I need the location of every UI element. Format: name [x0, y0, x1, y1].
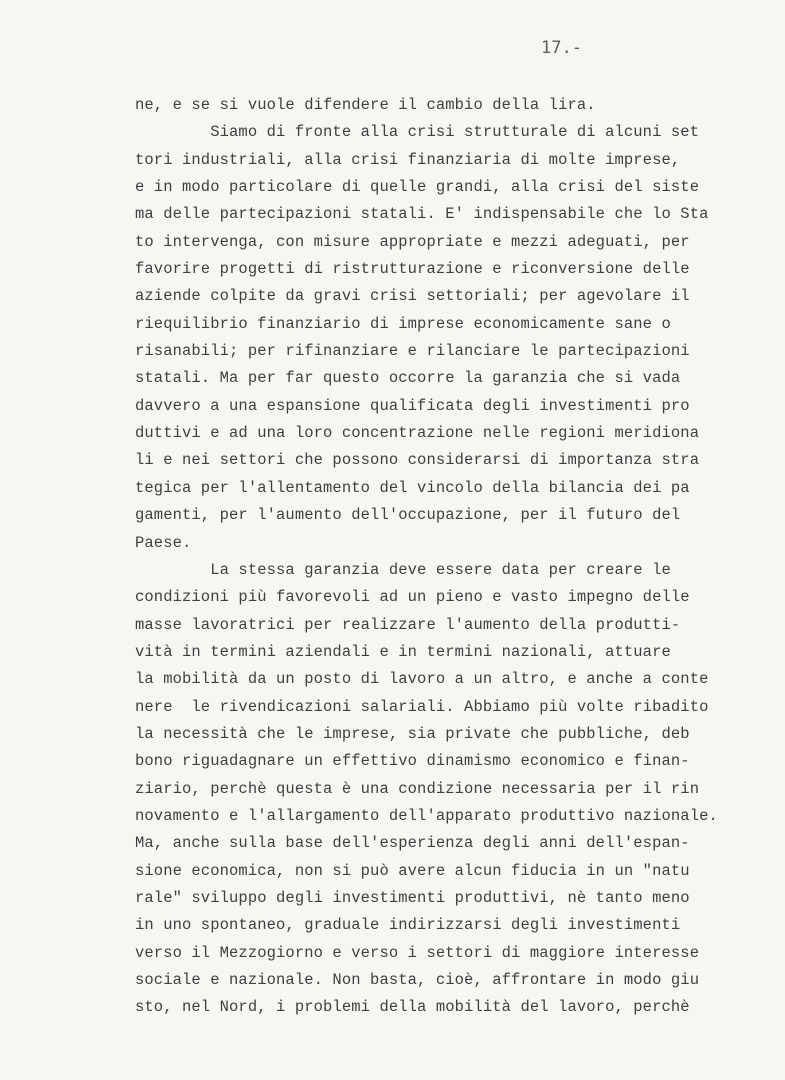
text-line: sto, nel Nord, i problemi della mobilità del lavoro, perchè [135, 998, 690, 1017]
text-line: risanabili; per rifinanziare e rilanciare le partecipazioni [135, 342, 690, 361]
text-line: verso il Mezzogiorno e verso i settori di maggiore interesse [135, 943, 700, 962]
text-line: nere le rivendicazioni salariali. Abbiamo più volte ribadito [135, 697, 709, 716]
typewritten-body-text [135, 92, 775, 1022]
text-line: e in modo particolare di quelle grandi, alla crisi del siste [135, 178, 700, 197]
text-line: Siamo di fronte alla crisi strutturale di alcuni set [135, 123, 700, 142]
text-line: masse lavoratrici per realizzare l'aumento della produtti- [135, 615, 681, 634]
text-line: la mobilità da un posto di lavoro a un altro, e anche a conte [135, 670, 709, 689]
text-line: gamenti, per l'aumento dell'occupazione, per il futuro del [135, 506, 681, 525]
text-line: bono riguadagnare un effettivo dinamismo economico e finan- [135, 752, 690, 771]
text-line: duttivi e ad una loro concentrazione nelle regioni meridiona [135, 424, 700, 443]
text-line: rale" sviluppo degli investimenti produttivi, nè tanto meno [135, 888, 690, 907]
text-line: sociale e nazionale. Non basta, cioè, affrontare in modo giu [135, 971, 700, 989]
text-line: ne, e se si vuole difendere il cambio della lira. [135, 96, 596, 114]
text-line: ma delle partecipazioni statali. E' indispensabile che lo Sta [135, 205, 709, 224]
text-line: in uno spontaneo, graduale indirizzarsi degli investimenti [135, 916, 681, 935]
text-line: davvero a una espansione qualificata degli investimenti pro [135, 396, 690, 415]
page-number: 17.- [541, 38, 582, 58]
text-line: to intervenga, con misure appropriate e mezzi adeguati, per [135, 232, 690, 251]
text-line: condizioni più favorevoli ad un pieno e vasto impegno delle [135, 588, 690, 607]
text-line: vità in termini aziendali e in termini nazionali, attuare [135, 642, 671, 661]
text-line: La stessa garanzia deve essere data per creare le [135, 560, 671, 579]
text-line: tegica per l'allentamento del vincolo della bilancia dei pa [135, 478, 690, 497]
text-line: favorire progetti di ristrutturazione e riconversione delle [135, 260, 690, 279]
text-line: ziario, perchè questa è una condizione necessaria per il rin [135, 779, 700, 798]
text-line: statali. Ma per far questo occorre la garanzia che si vada [135, 369, 681, 388]
text-line: novamento e l'allargamento dell'apparato produttivo nazionale. [135, 806, 718, 825]
text-line: tori industriali, alla crisi finanziaria di molte imprese, [135, 150, 681, 169]
text-line: riequilibrio finanziario di imprese economicamente sane o [135, 314, 671, 333]
text-line: aziende colpite da gravi crisi settoriali; per agevolare il [135, 287, 690, 306]
text-line: li e nei settori che possono considerarsi di importanza stra [135, 451, 700, 470]
text-line: la necessità che le imprese, sia private che pubbliche, deb [135, 724, 690, 743]
text-line: sione economica, non si può avere alcun fiducia in un "natu [135, 861, 690, 880]
text-line: Paese. [135, 533, 192, 552]
text-line: Ma, anche sulla base dell'esperienza degli anni dell'espan- [135, 834, 690, 853]
